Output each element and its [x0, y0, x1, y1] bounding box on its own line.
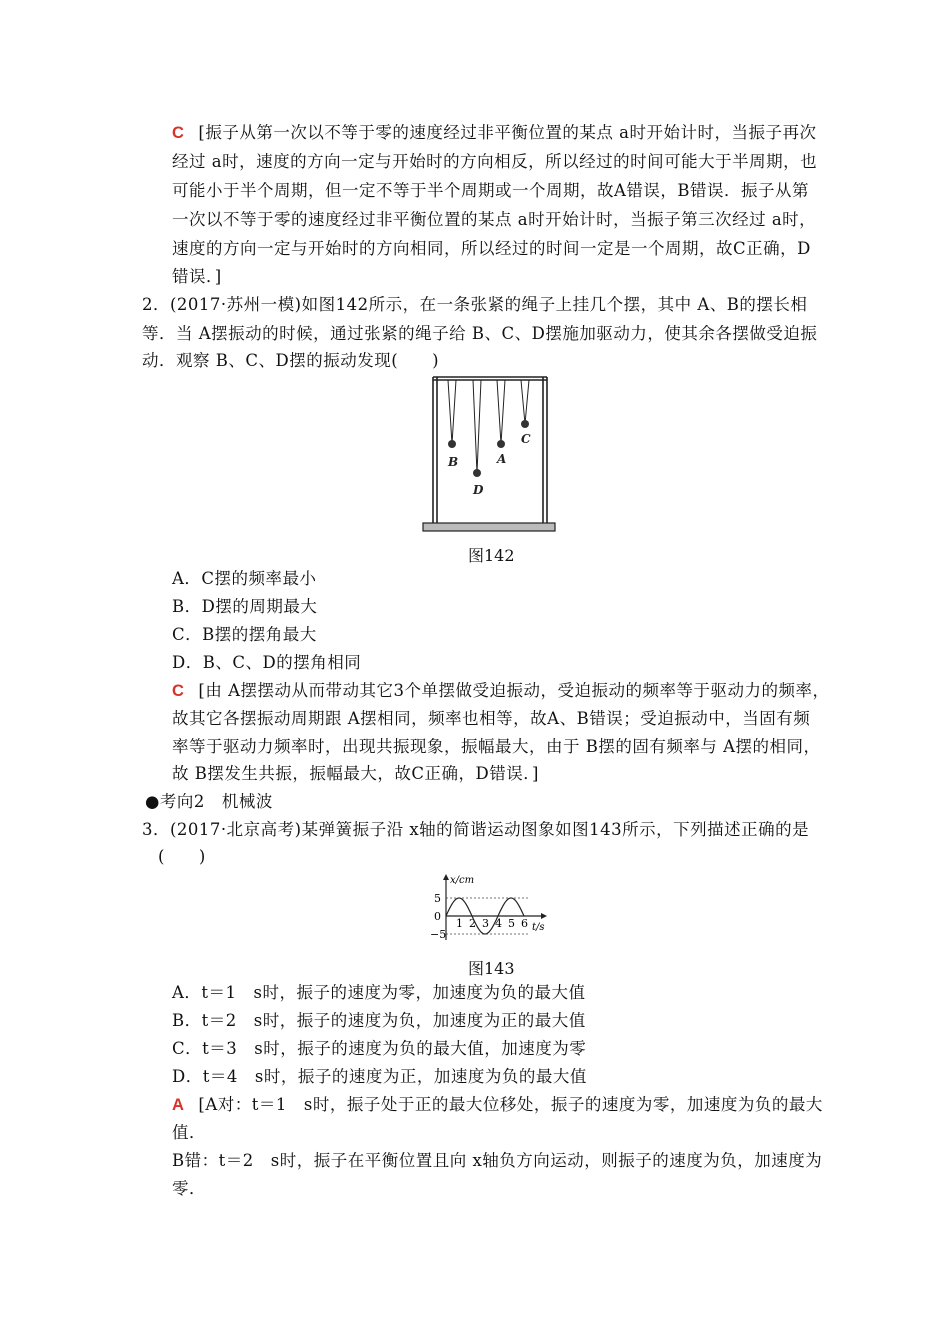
pendulum-figure — [418, 375, 558, 535]
q2-option-b: B．D摆的周期最大 — [172, 597, 318, 616]
x-tick-label: 6 — [521, 917, 528, 930]
q3-answer-line-3: B错：t＝2 s时，振子在平衡位置且向 x轴负方向运动，则振子的速度为负，加速度为 — [172, 1151, 823, 1170]
y-tick-label: 0 — [434, 910, 441, 923]
figure-143-caption: 图143 — [468, 959, 515, 978]
x-tick-label: 3 — [482, 917, 489, 930]
section-heading: ●考向2 机械波 — [145, 792, 273, 811]
y-axis-arrow — [443, 874, 449, 880]
q3-answer-line-4: 零． — [172, 1179, 206, 1198]
pendulum-ball-d — [473, 469, 481, 477]
pendulum-base — [423, 523, 555, 531]
q1-answer-line-2: 经过 a时，速度的方向一定与开始时的方向相反，所以经过的时间可能大于半周期，也 — [172, 152, 818, 171]
x-tick-label: 5 — [508, 917, 515, 930]
q3-option-c: C．t＝3 s时，振子的速度为负的最大值，加速度为零 — [172, 1039, 587, 1058]
q3-stem-line-1: 3．(2017·北京高考)某弹簧振子沿 x轴的简谐运动图象如图143所示，下列描述正确的是 — [142, 820, 810, 839]
label-b: B — [448, 455, 459, 469]
shm-chart — [420, 872, 550, 944]
q1-answer-line-1: C [振子从第一次以不等于零的速度经过非平衡位置的某点 a时开始计时，当振子再次 — [172, 123, 817, 142]
q1-answer-letter: C — [172, 124, 185, 142]
q2-option-a: A．C摆的频率最小 — [172, 569, 317, 588]
x-axis-label: t/s — [532, 922, 545, 933]
q3-option-a: A．t＝1 s时，振子的速度为零，加速度为负的最大值 — [172, 983, 586, 1002]
pendulum-ball-a — [497, 440, 505, 448]
q2-answer-line-2: 故其它各摆振动周期跟 A摆相同，频率也相等，故A、B错误；受迫振动中，当固有频 — [172, 709, 811, 728]
q1-answer-line-5: 速度的方向一定与开始时的方向相同，所以经过的时间一定是一个周期，故C正确，D — [172, 239, 811, 258]
q2-stem-line-3: 动．观察 B、C、D摆的振动发现( ) — [142, 351, 440, 370]
q1-answer-line-4: 一次以不等于零的速度经过非平衡位置的某点 a时开始计时，当振子第三次经过 a时， — [172, 210, 817, 229]
label-a: A — [497, 452, 507, 466]
q3-answer-line-1: A [A对：t＝1 s时，振子处于正的最大位移处，振子的速度为零，加速度为负的最大 — [172, 1095, 823, 1114]
x-tick-label: 2 — [469, 917, 476, 930]
q3-stem-line-2: ( ) — [158, 847, 206, 866]
q3-answer-letter: A — [172, 1096, 185, 1114]
q1-answer-line-6: 错误．] — [172, 267, 222, 286]
label-d: D — [473, 483, 484, 497]
pendulum-ball-c — [521, 420, 529, 428]
q1-answer-line-3: 可能小于半个周期，但一定不等于半个周期或一个周期，故A错误，B错误．振子从第 — [172, 181, 810, 200]
q2-answer-letter: C — [172, 682, 185, 700]
q2-answer-line-3: 率等于驱动力频率时，出现共振现象，振幅最大，由于 B摆的固有频率与 A摆的相同， — [172, 737, 821, 756]
q2-stem-line-1: 2．(2017·苏州一模)如图142所示，在一条张紧的绳子上挂几个摆，其中 A、B的摆长相 — [142, 295, 808, 314]
y-tick-label: −5 — [430, 928, 447, 941]
q2-stem-line-2: 等．当 A摆振动的时候，通过张紧的绳子给 B、C、D摆施加驱动力，使其余各摆做受迫振 — [142, 324, 818, 343]
pendulum-ball-b — [448, 440, 456, 448]
figure-142-caption: 图142 — [468, 546, 515, 565]
q3-answer-line-2: 值． — [172, 1123, 206, 1142]
q3-option-b: B．t＝2 s时，振子的速度为负，加速度为正的最大值 — [172, 1011, 586, 1030]
q2-answer-line-4: 故 B摆发生共振，振幅最大，故C正确，D错误．] — [172, 764, 539, 783]
y-axis-label: x/cm — [450, 875, 475, 886]
x-tick-label: 4 — [495, 917, 502, 930]
q3-option-d: D．t＝4 s时，振子的速度为正，加速度为负的最大值 — [172, 1067, 587, 1086]
x-tick-label: 1 — [456, 917, 463, 930]
q2-option-d: D．B、C、D的摆角相同 — [172, 653, 362, 672]
label-c: C — [521, 432, 531, 446]
y-tick-label: 5 — [434, 892, 441, 905]
x-axis-arrow — [541, 913, 547, 919]
q2-answer-line-1: C [由 A摆摆动从而带动其它3个单摆做受迫振动，受迫振动的频率等于驱动力的频率， — [172, 681, 830, 700]
q2-option-c: C．B摆的摆角最大 — [172, 625, 317, 644]
